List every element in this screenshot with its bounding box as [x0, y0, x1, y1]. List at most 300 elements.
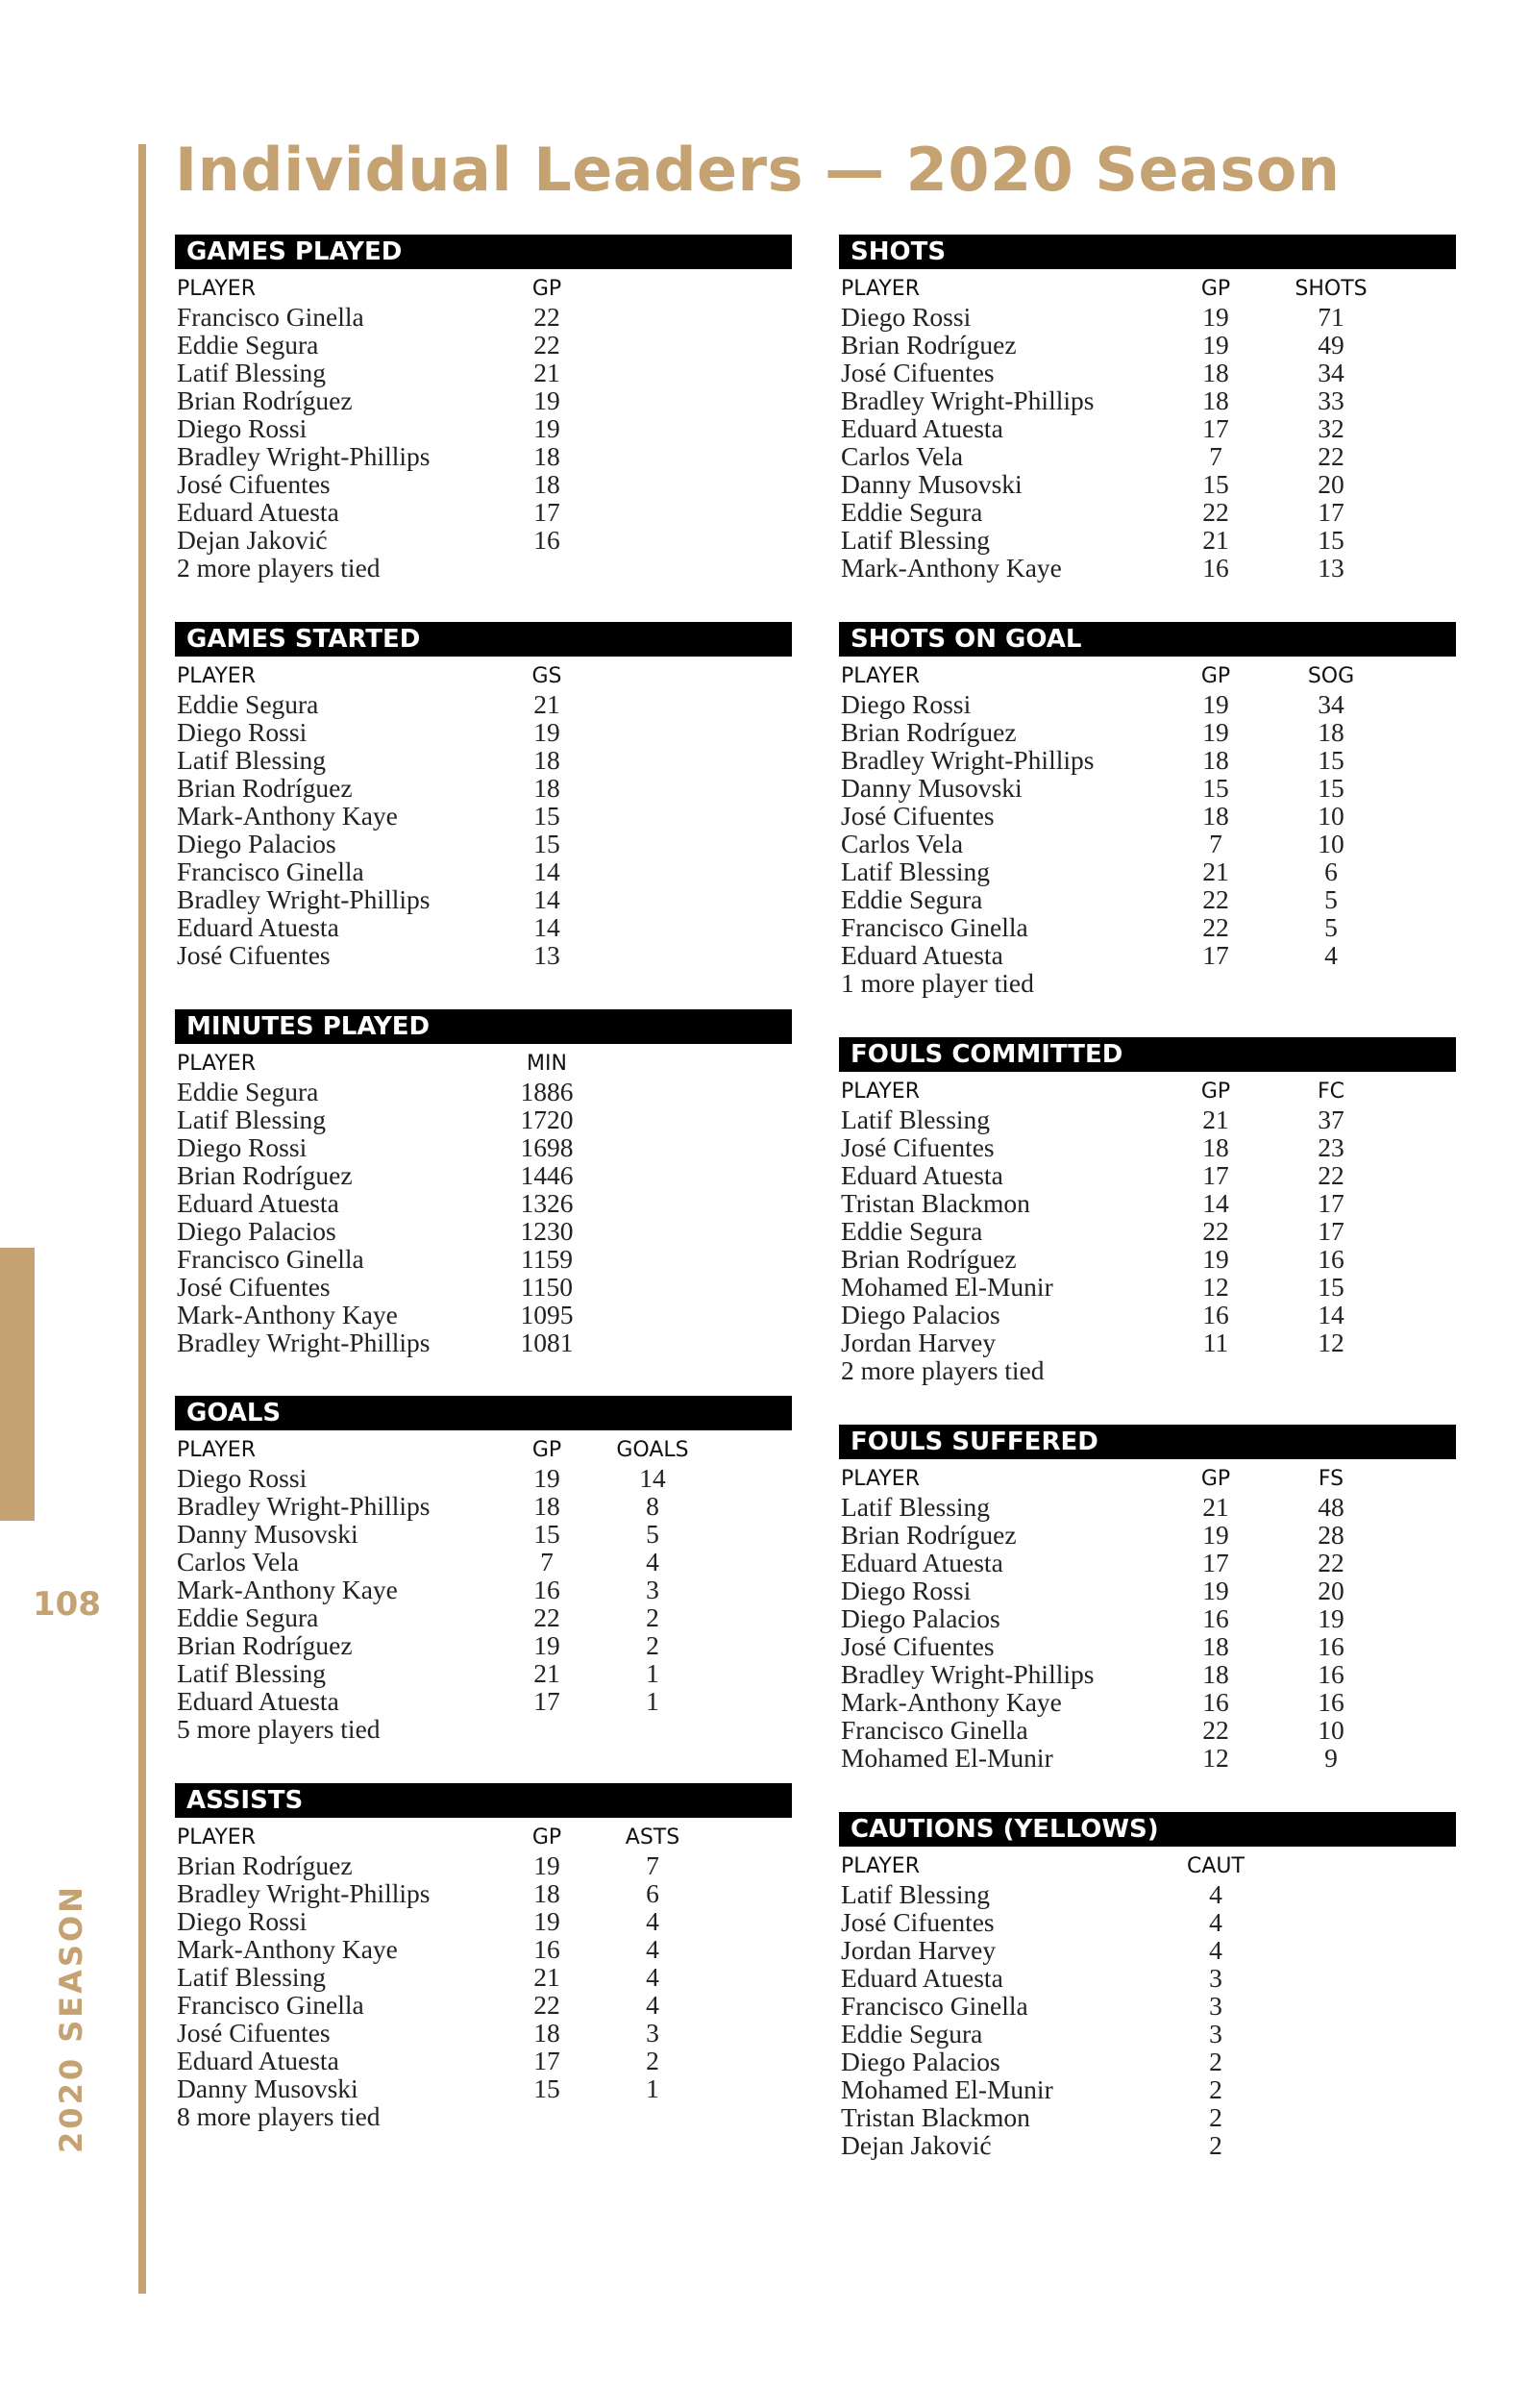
column-header: GP [531, 1438, 562, 1462]
stat-value: 7 [540, 1547, 554, 1576]
stat-value: 33 [1318, 385, 1344, 415]
stat-value: 16 [533, 525, 560, 555]
player-name: Eduard Atuesta [841, 1160, 1003, 1190]
tied-note: 1 more player tied [841, 968, 1034, 998]
player-name: Francisco Ginella [177, 302, 364, 332]
stat-value: 12 [1202, 1743, 1229, 1773]
player-name: Eduard Atuesta [177, 2046, 339, 2075]
table-row [175, 386, 792, 414]
stat-value: 16 [1202, 1687, 1229, 1717]
stat-value: 22 [1202, 912, 1229, 942]
table-row [839, 498, 1456, 526]
column-header: GP [531, 277, 562, 301]
player-name: Tristan Blackmon [841, 2102, 1030, 2132]
player-name: Carlos Vela [177, 1547, 300, 1576]
player-name: Latif Blessing [841, 525, 991, 555]
player-name: José Cifuentes [177, 1272, 331, 1302]
stat-value: 1 [646, 1658, 659, 1688]
stat-value: 1 [646, 1686, 659, 1716]
tied-note: 5 more players tied [177, 1714, 381, 1744]
stat-value: 10 [1318, 1715, 1344, 1745]
stat-value: 4 [646, 1990, 659, 2020]
stat-value: 2 [1209, 2130, 1222, 2160]
column-headers [175, 1824, 792, 1851]
column-headers [839, 275, 1456, 303]
page-number: 108 [33, 1585, 101, 1624]
table-row [839, 1688, 1456, 1716]
stat-value: 19 [1202, 302, 1229, 332]
table-row [175, 1078, 792, 1105]
stat-value: 12 [1318, 1328, 1344, 1357]
stat-value: 37 [1318, 1105, 1344, 1134]
table-row [175, 1217, 792, 1245]
table-row [175, 498, 792, 526]
table-row [839, 1217, 1456, 1245]
player-name: José Cifuentes [841, 358, 995, 387]
stat-value: 13 [1318, 553, 1344, 583]
table-row [839, 303, 1456, 331]
stat-value: 22 [533, 302, 560, 332]
column-headers [839, 1078, 1456, 1105]
table-row [839, 1632, 1456, 1660]
stat-value: 4 [1209, 1879, 1222, 1909]
stat-value: 48 [1318, 1492, 1344, 1522]
column-header: GP [1200, 1080, 1231, 1104]
player-name: Danny Musovski [841, 773, 1023, 803]
player-name: Diego Rossi [841, 302, 972, 332]
player-name: Bradley Wright-Phillips [177, 884, 431, 914]
table-row [839, 746, 1456, 774]
stat-value: 14 [533, 856, 560, 886]
stat-value: 19 [533, 1463, 560, 1493]
table-row [839, 774, 1456, 802]
table-row [839, 1880, 1456, 1908]
table-row [839, 1273, 1456, 1301]
stat-value: 18 [1202, 358, 1229, 387]
stat-value: 2 [1209, 2074, 1222, 2104]
stat-value: 11 [1202, 1328, 1229, 1357]
stat-value: 17 [1202, 1160, 1229, 1190]
stat-value: 17 [1318, 1216, 1344, 1246]
table-header: FOULS SUFFERED [839, 1425, 1456, 1459]
player-name: Francisco Ginella [841, 1991, 1028, 2021]
stat-value: 17 [1202, 413, 1229, 443]
season-side-label: 2020 SEASON [53, 1884, 89, 2153]
player-name: Diego Rossi [177, 1906, 308, 1936]
stat-value: 19 [533, 1906, 560, 1936]
table-row [175, 1105, 792, 1133]
table-row [839, 1301, 1456, 1328]
table-row [175, 526, 792, 554]
table-row [175, 1245, 792, 1273]
player-name: José Cifuentes [177, 940, 331, 970]
player-name: Danny Musovski [177, 2073, 358, 2103]
player-name: Latif Blessing [177, 1658, 327, 1688]
stat-value: 18 [1318, 717, 1344, 747]
table-row [839, 1133, 1456, 1161]
table-row [839, 1660, 1456, 1688]
stat-value: 15 [533, 829, 560, 858]
column-header: PLAYER [841, 277, 920, 301]
stat-value: 17 [1202, 1548, 1229, 1577]
player-name: Latif Blessing [177, 1105, 327, 1134]
stat-value: 7 [646, 1850, 659, 1880]
column-header: GP [1200, 1467, 1231, 1491]
table-header: GOALS [175, 1396, 792, 1430]
player-name: Eddie Segura [841, 884, 983, 914]
player-name: Diego Rossi [177, 717, 308, 747]
table-row [175, 1659, 792, 1687]
table-row [175, 1991, 792, 2019]
table-row [839, 2131, 1456, 2159]
player-name: Dejan Jaković [177, 525, 328, 555]
stat-value: 14 [1318, 1300, 1344, 1329]
stat-value: 14 [639, 1463, 666, 1493]
player-name: Bradley Wright-Phillips [177, 441, 431, 471]
table-row [175, 802, 792, 830]
player-name: Bradley Wright-Phillips [841, 385, 1095, 415]
table-row [175, 442, 792, 470]
player-name: Latif Blessing [841, 1105, 991, 1134]
player-name: Eduard Atuesta [177, 497, 339, 527]
column-header: PLAYER [841, 1080, 920, 1104]
player-name: Jordan Harvey [841, 1935, 997, 1965]
stat-value: 19 [533, 1630, 560, 1660]
table-row [839, 442, 1456, 470]
stat-value: 21 [1202, 856, 1229, 886]
player-name: Eduard Atuesta [841, 413, 1003, 443]
stat-value: 1150 [521, 1272, 573, 1302]
stat-value: 16 [1202, 553, 1229, 583]
player-name: Danny Musovski [177, 1519, 358, 1549]
stat-value: 19 [1202, 1576, 1229, 1605]
stat-value: 22 [1202, 884, 1229, 914]
stat-value: 7 [1209, 441, 1222, 471]
table-row [839, 830, 1456, 857]
stat-value: 10 [1318, 829, 1344, 858]
player-name: Bradley Wright-Phillips [841, 745, 1095, 775]
column-headers [175, 662, 792, 690]
stat-value: 19 [533, 385, 560, 415]
stat-value: 12 [1202, 1272, 1229, 1302]
stat-value: 21 [533, 358, 560, 387]
stat-value: 34 [1318, 689, 1344, 719]
stat-value: 16 [1202, 1300, 1229, 1329]
player-name: Eduard Atuesta [177, 912, 339, 942]
table-row [839, 1744, 1456, 1772]
stat-value: 18 [1202, 1659, 1229, 1689]
stat-value: 18 [533, 773, 560, 803]
stat-value: 18 [1202, 1132, 1229, 1162]
stat-value: 15 [1318, 1272, 1344, 1302]
player-name: Mark-Anthony Kaye [177, 801, 398, 831]
table-row [839, 554, 1456, 582]
player-name: Francisco Ginella [177, 856, 364, 886]
table-header: ASSISTS [175, 1783, 792, 1818]
column-header: SHOTS [1295, 277, 1368, 301]
table-header: GAMES STARTED [175, 622, 792, 657]
tied-note: 2 more players tied [177, 553, 381, 583]
shots-table [839, 235, 1456, 582]
stat-value: 21 [533, 689, 560, 719]
table-row [839, 690, 1456, 718]
stat-value: 22 [1318, 1160, 1344, 1190]
player-name: Mohamed El-Munir [841, 1743, 1053, 1773]
stat-value: 5 [1324, 912, 1338, 942]
stat-value: 1698 [520, 1132, 574, 1162]
table-row [839, 885, 1456, 913]
stat-value: 22 [1202, 1715, 1229, 1745]
table-row [839, 1189, 1456, 1217]
stat-value: 6 [646, 1878, 659, 1908]
shots-on-goal-table [839, 622, 1456, 997]
table-row [839, 470, 1456, 498]
stat-value: 6 [1324, 856, 1338, 886]
column-header: PLAYER [177, 664, 256, 688]
stat-value: 4 [646, 1934, 659, 1964]
stat-value: 32 [1318, 413, 1344, 443]
stat-value: 71 [1318, 302, 1344, 332]
stat-value: 9 [1324, 1743, 1338, 1773]
stat-value: 15 [533, 801, 560, 831]
stat-value: 16 [1318, 1631, 1344, 1661]
player-name: Diego Palacios [841, 2047, 1000, 2076]
table-row [839, 2075, 1456, 2103]
stat-value: 1081 [520, 1328, 574, 1357]
stat-value: 1159 [521, 1244, 573, 1274]
column-header: FS [1318, 1467, 1344, 1491]
player-name: Brian Rodríguez [177, 1850, 353, 1880]
stat-value: 15 [533, 2073, 560, 2103]
player-name: Mohamed El-Munir [841, 2074, 1053, 2104]
stat-value: 16 [1202, 1603, 1229, 1633]
table-row [175, 1935, 792, 1963]
stat-value: 5 [1324, 884, 1338, 914]
table-row [175, 774, 792, 802]
stat-value: 22 [533, 330, 560, 360]
column-header: PLAYER [177, 1825, 256, 1849]
player-name: Mohamed El-Munir [841, 1272, 1053, 1302]
player-name: José Cifuentes [177, 469, 331, 499]
stat-value: 1326 [520, 1188, 574, 1218]
table-row [175, 1548, 792, 1576]
player-name: Diego Palacios [841, 1603, 1000, 1633]
table-row [175, 1464, 792, 1492]
stat-value: 2 [646, 1602, 659, 1632]
stat-value: 19 [1202, 717, 1229, 747]
table-row [175, 885, 792, 913]
player-name: Mark-Anthony Kaye [841, 553, 1062, 583]
stat-value: 18 [1202, 385, 1229, 415]
table-row [839, 1493, 1456, 1521]
tied-note: 8 more players tied [177, 2101, 381, 2131]
column-headers [175, 275, 792, 303]
stat-value: 4 [646, 1962, 659, 1992]
player-name: Brian Rodríguez [841, 1244, 1017, 1274]
stat-value: 21 [1202, 1492, 1229, 1522]
stat-value: 18 [1202, 745, 1229, 775]
stat-value: 1095 [520, 1300, 574, 1329]
player-name: Eduard Atuesta [841, 1963, 1003, 1993]
stat-value: 34 [1318, 358, 1344, 387]
stat-value: 3 [1209, 1991, 1222, 2021]
table-row [839, 1328, 1456, 1356]
player-name: Carlos Vela [841, 829, 964, 858]
player-name: Diego Palacios [177, 1216, 336, 1246]
table-row [175, 1603, 792, 1631]
stat-value: 15 [533, 1519, 560, 1549]
table-row [839, 913, 1456, 941]
stat-value: 18 [533, 2018, 560, 2048]
table-row [175, 1907, 792, 1935]
stat-value: 3 [646, 2018, 659, 2048]
stat-value: 7 [1209, 829, 1222, 858]
column-header: GP [1200, 277, 1231, 301]
stat-value: 15 [1318, 525, 1344, 555]
tied-note: 2 more players tied [841, 1355, 1045, 1385]
table-row [175, 746, 792, 774]
table-row [175, 331, 792, 359]
column-header: PLAYER [841, 1467, 920, 1491]
player-name: Eddie Segura [841, 2019, 983, 2048]
gold-side-tab [0, 1248, 35, 1521]
stat-value: 14 [1202, 1188, 1229, 1218]
player-name: Bradley Wright-Phillips [841, 1659, 1095, 1689]
stat-value: 21 [533, 1962, 560, 1992]
column-header: CAUT [1187, 1854, 1245, 1878]
table-row [839, 1716, 1456, 1744]
table-row [175, 1273, 792, 1301]
stat-value: 13 [533, 940, 560, 970]
table-row [175, 1851, 792, 1879]
player-name: Francisco Ginella [841, 1715, 1028, 1745]
stat-value: 19 [533, 413, 560, 443]
stat-value: 17 [1318, 497, 1344, 527]
player-name: Diego Rossi [177, 413, 308, 443]
cautions-table [839, 1812, 1456, 2159]
table-row [175, 1879, 792, 1907]
table-row [175, 1161, 792, 1189]
stat-value: 16 [533, 1575, 560, 1604]
table-row [175, 1492, 792, 1520]
stat-value: 19 [533, 1850, 560, 1880]
player-name: Diego Palacios [841, 1300, 1000, 1329]
table-row [839, 1161, 1456, 1189]
table-header: FOULS COMMITTED [839, 1037, 1456, 1072]
column-header: ASTS [625, 1825, 680, 1849]
stat-value: 16 [1318, 1687, 1344, 1717]
table-row [175, 718, 792, 746]
stat-value: 14 [533, 912, 560, 942]
table-row [175, 1328, 792, 1356]
player-name: Diego Rossi [841, 689, 972, 719]
column-header: PLAYER [177, 277, 256, 301]
player-name: Eduard Atuesta [177, 1188, 339, 1218]
player-name: Eduard Atuesta [177, 1686, 339, 1716]
table-row [839, 414, 1456, 442]
stat-value: 4 [646, 1547, 659, 1576]
table-row [175, 1687, 792, 1715]
stat-value: 28 [1318, 1520, 1344, 1550]
stat-value: 22 [1202, 1216, 1229, 1246]
player-name: Bradley Wright-Phillips [177, 1878, 431, 1908]
table-row [839, 1964, 1456, 1992]
table-row [175, 830, 792, 857]
player-name: Latif Blessing [841, 1492, 991, 1522]
table-row [175, 303, 792, 331]
stat-value: 1230 [520, 1216, 574, 1246]
page-title: Individual Leaders — 2020 Season [175, 135, 1341, 205]
table-row [839, 386, 1456, 414]
column-headers [175, 1050, 792, 1078]
column-header: PLAYER [841, 664, 920, 688]
stat-value: 15 [1318, 773, 1344, 803]
table-row [839, 1908, 1456, 1936]
table-row [839, 2103, 1456, 2131]
stat-value: 4 [1324, 940, 1338, 970]
stat-value: 19 [1202, 1244, 1229, 1274]
stat-value: 21 [1202, 525, 1229, 555]
player-name: José Cifuentes [841, 801, 995, 831]
gold-vertical-rule [138, 144, 146, 2294]
stat-value: 21 [1202, 1105, 1229, 1134]
fouls-committed-table [839, 1037, 1456, 1384]
player-name: Brian Rodríguez [841, 330, 1017, 360]
stat-value: 19 [1318, 1603, 1344, 1633]
table-row [175, 2047, 792, 2074]
player-name: Latif Blessing [177, 745, 327, 775]
assists-table [175, 1783, 792, 2130]
table-row [839, 1992, 1456, 2020]
table-row [839, 718, 1456, 746]
stat-value: 49 [1318, 330, 1344, 360]
stat-value: 22 [1318, 441, 1344, 471]
table-row [175, 1301, 792, 1328]
column-headers [175, 1436, 792, 1464]
stat-value: 18 [533, 745, 560, 775]
table-row [839, 1105, 1456, 1133]
table-row [175, 1520, 792, 1548]
stat-value: 17 [533, 2046, 560, 2075]
table-row [175, 913, 792, 941]
player-name: Latif Blessing [177, 1962, 327, 1992]
stat-value: 18 [1202, 801, 1229, 831]
stat-value: 4 [1209, 1907, 1222, 1937]
stat-value: 20 [1318, 1576, 1344, 1605]
stat-value: 2 [646, 2046, 659, 2075]
stat-value: 14 [533, 884, 560, 914]
stat-value: 2 [1209, 2102, 1222, 2132]
player-name: Eddie Segura [177, 330, 319, 360]
table-row [839, 359, 1456, 386]
stat-value: 5 [646, 1519, 659, 1549]
table-row [839, 1521, 1456, 1549]
player-name: Mark-Anthony Kaye [841, 1687, 1062, 1717]
table-row [175, 414, 792, 442]
games-started-table [175, 622, 792, 969]
stat-value: 1 [646, 2073, 659, 2103]
player-name: Latif Blessing [841, 856, 991, 886]
stat-value: 19 [1202, 689, 1229, 719]
stat-value: 15 [1202, 773, 1229, 803]
table-row [839, 1549, 1456, 1576]
player-name: Eddie Segura [177, 1602, 319, 1632]
table-row [175, 1189, 792, 1217]
table-row [175, 359, 792, 386]
player-name: Bradley Wright-Phillips [177, 1491, 431, 1521]
player-name: Eddie Segura [177, 689, 319, 719]
table-row [175, 1133, 792, 1161]
